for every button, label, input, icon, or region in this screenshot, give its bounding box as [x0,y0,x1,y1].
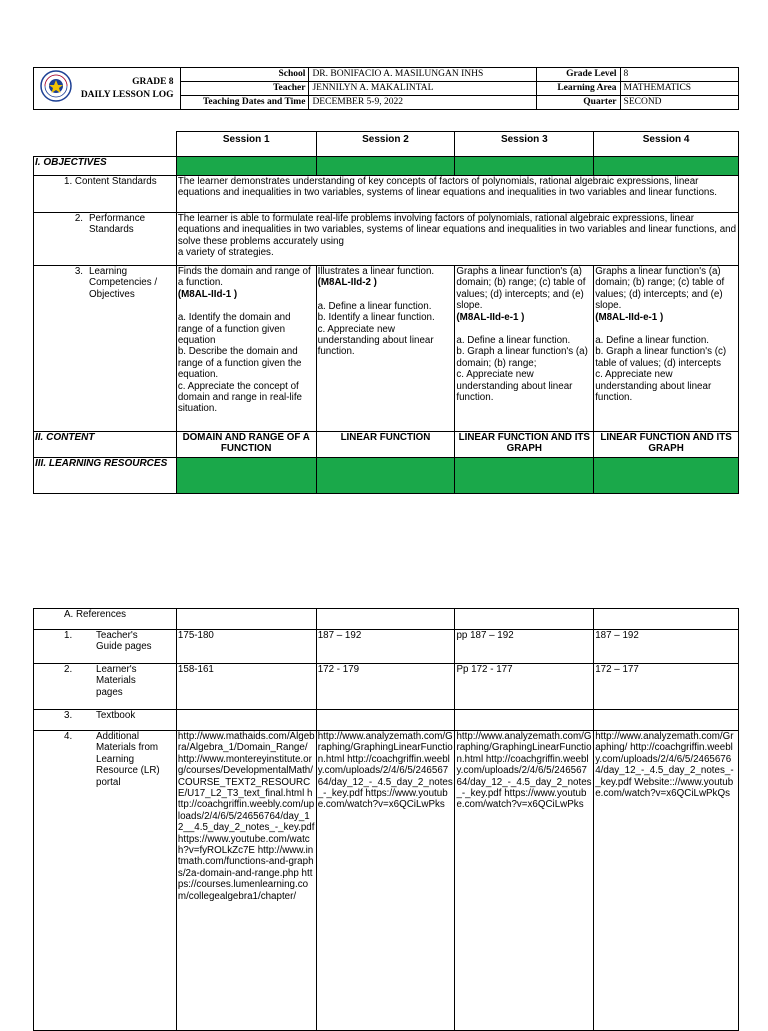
competency-s4-intro: Graphs a linear function's (a) domain; (b) range; (c) table of values; (d) intercepts; and (e) slope. [595,266,725,312]
textbook-s2 [316,710,455,731]
competency-s4-item-b: b. Graph a linear function's (c) table of values; (d) intercepts [595,346,727,369]
dll-title-cell [78,68,180,110]
teaching-dates-value: DECEMBER 5-9, 2022 [309,96,536,110]
learning-area-label: Learning Area [536,82,620,96]
teachers-guide-s2: 187 – 192 [316,630,455,664]
competency-s3-item-a: a. Define a linear function. [456,335,571,347]
competencies-label: Learning Competencies / Objectives [89,266,158,300]
teachers-guide-label: Teacher's Guide pages [96,630,152,653]
objectives-table [33,131,739,494]
competency-s4-item-c: c. Appreciate new understanding about linear function. [595,369,712,404]
teachers-guide-num: 1. [64,630,73,641]
learners-materials-num: 2. [64,664,73,675]
competencies-s2 [316,266,455,432]
deped-seal-icon [40,70,72,102]
resources-green-s1 [176,458,316,494]
objectives-green-s2 [316,157,455,176]
additional-materials-label: Additional Materials from Learning Resource (LR) portal [96,731,160,788]
teachers-guide-s4: 187 – 192 [594,630,739,664]
content-heading: II. CONTENT [34,432,177,458]
content-standards-label: 1. Content Standards [34,176,177,213]
grade-level-value: 8 [620,68,738,82]
competencies-num: 3. [74,266,83,277]
content-s3: LINEAR FUNCTION AND ITS GRAPH [455,432,594,458]
quarter-value: SECOND [620,96,738,110]
competency-s1-intro: Finds the domain and range of a function. [177,266,311,289]
references-blank-s3 [455,609,594,630]
learners-materials-s4: 172 – 177 [594,664,739,710]
additional-materials-s3: http://www.analyzemath.com/Graphing/GraphingLinearFunction.html http://coachgriffin.weebly.com/uploads/2/4/6/5/24656764/day_12_-_4.5_day_2_notes_-_key.pdf https://www.youtube.com/watch?v=x6QCiLwPks [455,731,594,1031]
resources-green-s3 [455,458,594,494]
learning-area-value: MATHEMATICS [620,82,738,96]
competency-s2-item-c: c. Appreciate new understanding about linear function. [317,323,434,358]
competency-s3-code: (M8AL-IId-e-1 ) [456,311,525,323]
session-3-header: Session 3 [455,132,594,157]
teacher-label: Teacher [180,82,309,96]
content-s1: DOMAIN AND RANGE OF A FUNCTION [176,432,316,458]
additional-materials-num: 4. [64,731,73,742]
references-blank-s4 [594,609,739,630]
competency-s1-item-a: a. Identify the domain and range of a function given equation [177,312,291,347]
learners-materials-s3: Pp 172 - 177 [455,664,594,710]
references-blank-s1 [176,609,316,630]
competency-s2-intro: Illustrates a linear function. [317,266,435,277]
textbook-num: 3. [64,710,73,721]
school-label: School [180,68,309,82]
textbook-s1 [176,710,316,731]
school-value: DR. BONIFACIO A. MASILUNGAN INHS [309,68,536,82]
objectives-heading: I. OBJECTIVES [34,157,177,176]
performance-standards-text-cell [176,213,738,266]
performance-standards-label-cell [34,213,177,266]
learners-materials-s1: 158-161 [176,664,316,710]
competency-s1-item-b: b. Describe the domain and range of a function given the equation. [177,346,302,381]
competency-s2-item-a: a. Define a linear function. [317,300,432,312]
session-2-header: Session 2 [316,132,455,157]
textbook-label: Textbook [96,710,136,721]
competency-s3-intro: Graphs a linear function's (a) domain; (b) range; (c) table of values; (d) intercepts; and (e) slope. [456,266,586,312]
performance-standards-text-2: a variety of strategies. [177,247,274,259]
blank-corner [34,132,177,157]
competencies-label-cell [34,266,177,432]
competencies-s3 [455,266,594,432]
teachers-guide-s1: 175-180 [176,630,316,664]
learners-materials-label-cell [34,664,177,710]
competency-s4-item-a: a. Define a linear function. [595,335,710,347]
dll-header-table [33,67,739,110]
references-table [33,608,739,1031]
resources-green-s4 [594,458,739,494]
references-blank-s2 [316,609,455,630]
competency-s2-code: (M8AL-IId-2 ) [317,277,377,289]
daily-lesson-log-title: DAILY LESSON LOG [80,89,174,100]
references-heading: A. References [34,609,177,630]
competency-s1-code: (M8AL-IId-1 ) [177,288,238,300]
session-1-header: Session 1 [176,132,316,157]
resources-green-s2 [316,458,455,494]
additional-materials-label-cell [34,731,177,1031]
quarter-label: Quarter [536,96,620,110]
objectives-green-s3 [455,157,594,176]
competencies-s1 [176,266,316,432]
content-s4: LINEAR FUNCTION AND ITS GRAPH [594,432,739,458]
objectives-green-s4 [594,157,739,176]
textbook-s4 [594,710,739,731]
learners-materials-label: Learner's Materials pages [96,664,137,698]
competency-s3-item-c: c. Appreciate new understanding about linear function. [456,369,573,404]
session-4-header: Session 4 [594,132,739,157]
teachers-guide-s3: pp 187 – 192 [455,630,594,664]
content-s2: LINEAR FUNCTION [316,432,455,458]
competencies-s4 [594,266,739,432]
grade-level-label: Grade Level [536,68,620,82]
additional-materials-s4: http://www.analyzemath.com/Graphing/ http://coachgriffin.weebly.com/uploads/2/4/6/5/24656764/day_12_-_4.5_day_2_notes_-_key.pdf Website:://www.youtube.com/watch?v=x6QCiLwPkQs [594,731,739,1031]
competency-s1-item-c: c. Appreciate the concept of domain and range in real-life situation. [177,380,302,415]
teacher-value: JENNILYN A. MAKALINTAL [309,82,536,96]
competency-s4-code: (M8AL-IId-e-1 ) [595,311,664,323]
competency-s2-item-b: b. Identify a linear function. [317,312,435,324]
performance-standards-text: The learner is able to formulate real-life problems involving factors of polynomials, rational algebraic expressions, linear equations and inequalities in two variables, systems of linear equations and inequalities in two variables and linear functions, and solve these problems accurately using [177,213,737,247]
additional-materials-s2: http://www.analyzemath.com/Graphing/GraphingLinearFunction.html http://coachgriffin.weebly.com/uploads/2/4/6/5/24656764/day_12_-_4.5_day_2_notes_-_key.pdf https://www.youtube.com/watch?v=x6QCiLwPks [316,731,455,1031]
textbook-label-cell [34,710,177,731]
learning-resources-heading: III. LEARNING RESOURCES [34,458,177,494]
teaching-dates-label: Teaching Dates and Time [180,96,309,110]
objectives-green-s1 [176,157,316,176]
content-standards-text: The learner demonstrates understanding of key concepts of factors of polynomials, rational algebraic expressions, linear equations and inequalities in two variables, systems of linear equations and inequalities in two variables and linear functions. [176,176,738,213]
competency-s3-item-b: b. Graph a linear function's (a) domain; (b) range; [456,346,588,369]
textbook-s3 [455,710,594,731]
grade-title: GRADE 8 [132,76,174,87]
learners-materials-s2: 172 - 179 [316,664,455,710]
performance-standards-label: Performance Standards [89,213,146,236]
teachers-guide-label-cell [34,630,177,664]
performance-standards-num: 2. [74,213,83,224]
logo-cell [34,68,78,110]
additional-materials-s1: http://www.mathaids.com/Algebra/Algebra_1/Domain_Range/ http://www.montereyinstitute.org/courses/DevelopmentalMath/COURSE_TEXT2_RESOURCE/U17_L2_T3_text_final.html http://coachgriffin.weebly.com/uploads/2/4/6/5/24656764/day_12__4.5_day_2_notes_-_key.pdf https://www.youtube.com/watch?v=fyROLkZc7E http://www.intmath.com/functions-and-graphs/2a-domain-and-range.php https://courses.lumenlearning.com/collegealgebra1/chapter/ [176,731,316,1031]
